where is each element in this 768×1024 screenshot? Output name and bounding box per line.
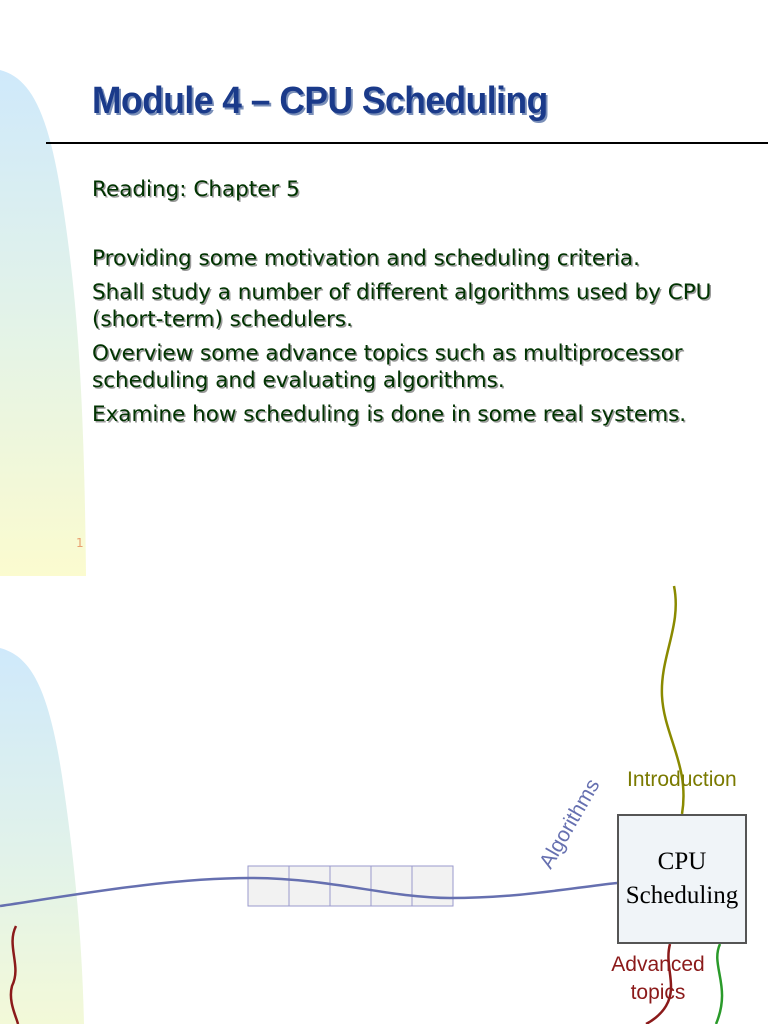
- advanced-topics-line2: topics: [630, 981, 686, 1004]
- reading-text: Reading: Chapter 5: [92, 177, 300, 202]
- bullet-item: Overview some advance topics such as multiprocessor scheduling and evaluating algorithms.: [92, 340, 683, 393]
- advanced-topics-line1: Advanced: [611, 953, 705, 976]
- decorative-gradient-arc: [0, 648, 84, 1024]
- bullet-list: [92, 245, 752, 434]
- algorithms-label: Algorithms: [535, 775, 605, 873]
- page-number: 1: [76, 536, 84, 550]
- introduction-label: Introduction: [627, 768, 737, 791]
- bullet-item: Shall study a number of different algorithms used by CPU (short-term) schedulers.: [92, 279, 712, 332]
- title-divider: [46, 142, 768, 144]
- green-branch-line: [716, 944, 722, 1024]
- cpu-scheduling-node: [617, 814, 747, 944]
- slide-2: [0, 576, 768, 1024]
- bullet-item: Providing some motivation and scheduling criteria.: [92, 246, 640, 271]
- cpu-node-line1: CPU: [657, 848, 707, 875]
- cpu-node-line2: Scheduling: [625, 882, 739, 909]
- slide-title: Module 4 – CPU Scheduling: [92, 80, 548, 122]
- decorative-gradient-arc: [0, 0, 90, 576]
- bullet-item: Examine how scheduling is done in some real systems.: [92, 401, 687, 427]
- advanced-topics-label: [606, 951, 710, 1007]
